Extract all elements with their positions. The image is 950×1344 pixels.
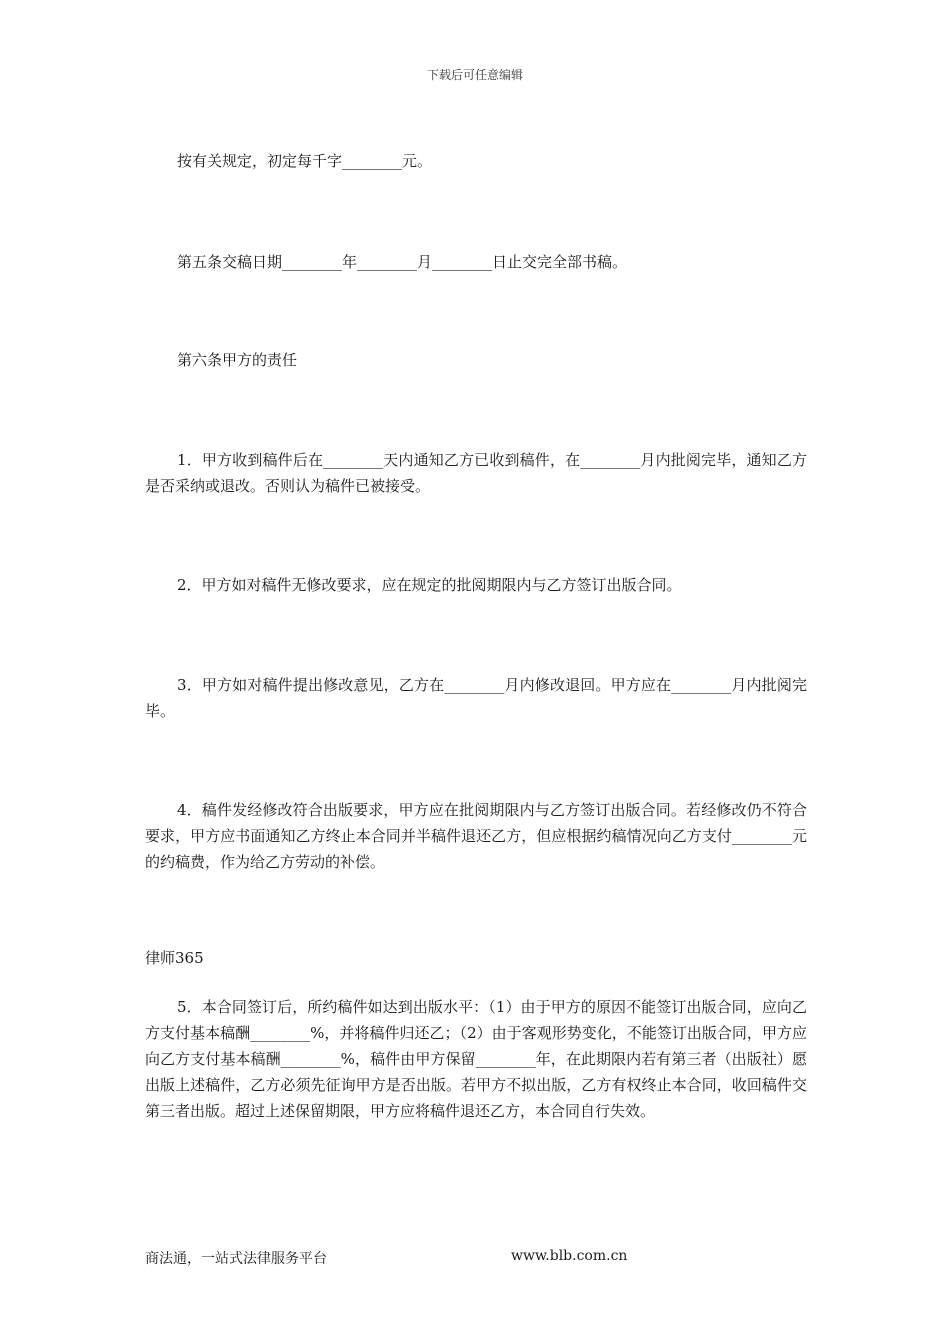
watermark-text: 律师365 (145, 949, 204, 967)
footer-url[interactable]: www.blb.com.cn (511, 1248, 628, 1264)
header-note: 下载后可任意编辑 (426, 68, 523, 82)
footer-platform: 商法通，一站式法律服务平台 (145, 1251, 327, 1267)
clause-fee-per-thousand-words: 按有关规定，初定每千字________元。 (177, 152, 433, 170)
clause-6-item-3: 3．甲方如对稿件提出修改意见，乙方在________月内修改退回。甲方应在________月内批阅完毕。 (145, 676, 807, 720)
clause-6-item-4: 4．稿件发经修改符合出版要求，甲方应在批阅期限内与乙方签订出版合同。若经修改仍不符合要求，甲方应书面通知乙方终止本合同并半稿件退还乙方，但应根据约稿情况向乙方支付________元的约稿费，作为给乙方劳动的补偿。 (145, 801, 807, 871)
clause-5-delivery-date: 第五条交稿日期________年________月________日止交完全部书稿。 (177, 253, 628, 271)
clause-6-item-1: 1．甲方收到稿件后在________天内通知乙方已收到稿件，在________月内批阅完毕，通知乙方是否采纳或退改。否则认为稿件已被接受。 (145, 451, 807, 495)
clause-6-heading: 第六条甲方的责任 (177, 351, 298, 369)
clause-6-item-5: 5．本合同签订后，所约稿件如达到出版水平：（1）由于甲方的原因不能签订出版合同，应向乙方支付基本稿酬________%，并将稿件归还乙；（2）由于客观形势变化，不能签订出版合同，甲方应向乙方支付基本稿酬________%，稿件由甲方保留________年，在此期限内若有第三者（出版社）愿出版上述稿件，乙方必须先征询甲方是否出版。若甲方不拟出版，乙方有权终止本合同，收回稿件交第三者出版。超过上述保留期限，甲方应将稿件退还乙方，本合同自行失效。 (145, 998, 807, 1120)
clause-6-item-2: 2．甲方如对稿件无修改要求，应在规定的批阅期限内与乙方签订出版合同。 (177, 576, 682, 594)
